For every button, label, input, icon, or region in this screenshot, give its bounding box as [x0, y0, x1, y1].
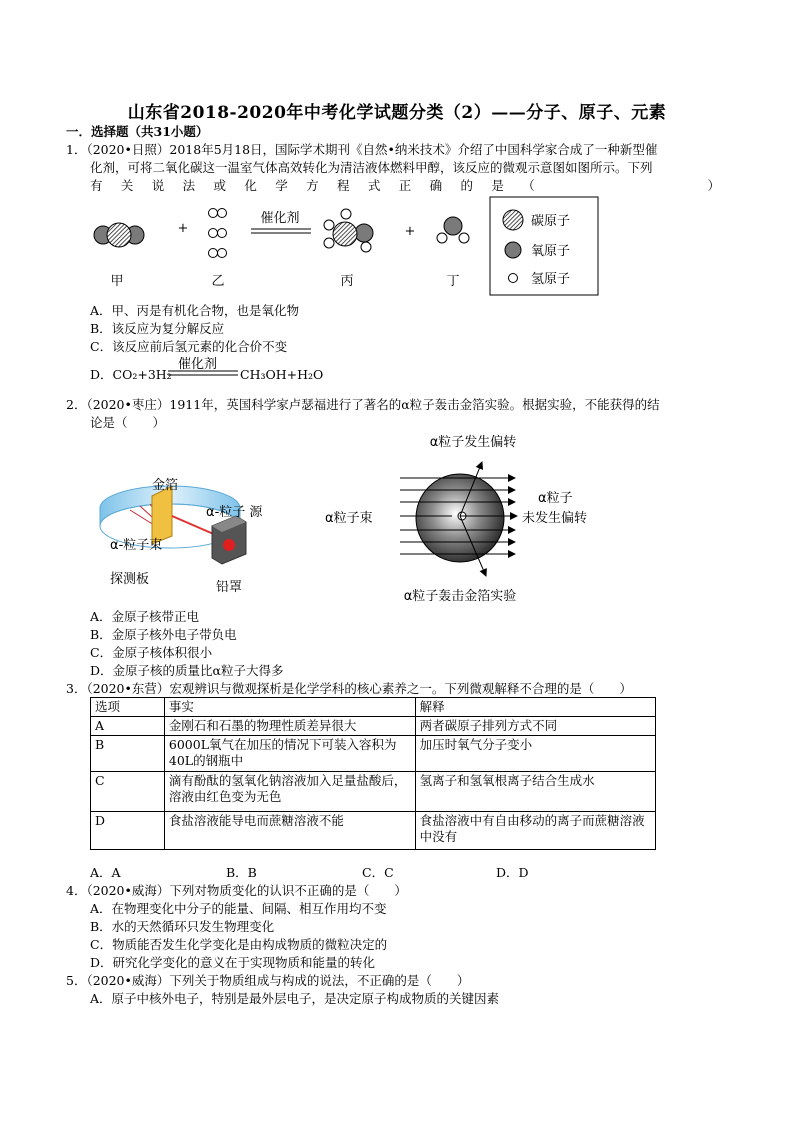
table-header-explanation: 解释 — [415, 698, 655, 717]
molecule-jia — [94, 223, 144, 247]
molecule-ding — [437, 217, 469, 243]
legend-hydrogen: 氢原子 — [531, 272, 571, 287]
q1-option-d-left: D．CO₂+3H₂ — [90, 367, 172, 382]
q1-stem-line3: 有关说法或化学方程式正确的是（ ） — [90, 178, 720, 193]
molecule-yi — [209, 209, 227, 258]
q3-answer-d: D．D — [496, 865, 529, 880]
label-lead-box: 铅罩 — [216, 580, 243, 595]
q1-option-c: C．该反应前后氢元素的化合价不变 — [90, 339, 288, 354]
label-jia: 甲 — [110, 274, 124, 289]
q3-stem: 3．（2020•东营）宏观辨识与微观探析是化学学科的核心素养之一。下列微观解释不合理的是（ ） — [66, 681, 632, 696]
table-header-fact: 事实 — [164, 698, 415, 717]
label-ding: 丁 — [446, 274, 460, 289]
label-yi: 乙 — [211, 274, 225, 289]
q5-option-a: A．原子中核外电子，特别是最外层电子，是决定原子构成物质的关键因素 — [90, 991, 500, 1006]
label-undeflected-1: α粒子 — [538, 491, 573, 506]
carbon-atom-icon — [503, 210, 523, 230]
q1-option-d-right: CH₃OH+H₂O — [240, 367, 324, 382]
q1-stem-line2: 化剂，可将二氧化碳这一温室气体高效转化为清洁液体燃料甲醇，该反应的微观示意图如图所示。下列 — [90, 160, 653, 175]
q2-stem-line1: 2．（2020•枣庄）1911年，英国科学家卢瑟福进行了著名的α粒子轰击金箔实验。根据实验，不能获得的结 — [66, 397, 660, 412]
plus-sign-1: + — [177, 221, 189, 236]
q5-stem: 5．（2020•威海）下列关于物质组成与构成的说法，不正确的是（ ） — [66, 973, 470, 988]
legend-oxygen: 氧原子 — [531, 244, 571, 259]
q2-stem-line2: 论是（ ） — [90, 415, 166, 430]
q2-option-a: A．金原子核带正电 — [90, 609, 200, 624]
label-gold-foil: 金箔 — [151, 478, 179, 493]
oxygen-atom-icon — [505, 242, 521, 258]
label-alpha-beam: α粒子束 — [325, 511, 373, 526]
plus-sign-2: + — [404, 224, 416, 239]
q3-answer-a: A．A — [90, 865, 121, 880]
q1-stem-line1: 1．（2020•日照）2018年5月18日，国际学术期刊《自然•纳米技术》介绍了中国科学家合成了一种新型催 — [66, 142, 658, 157]
table-row: D 食盐溶液能导电而蔗糖溶液不能 食盐溶液中有自由移动的离子而蔗糖溶液中没有 — [91, 812, 656, 850]
label-deflected: α粒子发生偏转 — [429, 435, 517, 450]
section-heading: 一．选择题（共31小题） — [66, 124, 209, 139]
q4-stem: 4．（2020•威海）下列对物质变化的认识不正确的是（ ） — [66, 883, 407, 898]
table-row: A 金刚石和石墨的物理性质差异很大 两者碳原子排列方式不同 — [91, 717, 656, 736]
q3-answer-b: B．B — [226, 865, 257, 880]
label-alpha-beam-left: α-粒子束 — [110, 538, 163, 553]
page-title: 山东省2018-2020年中考化学试题分类（2）——分子、原子、元素 — [127, 103, 667, 123]
q4-option-d: D．研究化学变化的意义在于实现物质和能量的转化 — [90, 955, 376, 970]
label-bing: 丙 — [340, 274, 354, 289]
legend-carbon: 碳原子 — [531, 214, 571, 229]
table-row: B 6000L氧气在加压的情况下可装入容积为40L的钢瓶中 加压时氧气分子变小 — [91, 736, 656, 772]
catalyst-label: 催化剂 — [260, 211, 300, 226]
reaction-diagram — [85, 195, 725, 305]
q4-option-b: B．水的天然循环只发生物理变化 — [90, 919, 275, 934]
q2-option-b: B．金原子核外电子带负电 — [90, 627, 237, 642]
label-undeflected-2: 未发生偏转 — [522, 511, 588, 526]
molecule-bing — [324, 209, 373, 252]
table-header-option: 选项 — [91, 698, 165, 717]
q1-option-b: B．该反应为复分解反应 — [90, 321, 225, 336]
q3-answer-c: C．C — [362, 865, 394, 880]
q1-option-a: A．甲、丙是有机化合物，也是氧化物 — [90, 303, 300, 318]
rutherford-figure — [90, 430, 730, 610]
hydrogen-atom-icon — [509, 274, 518, 283]
q3-table — [90, 697, 656, 850]
figure-caption: α粒子轰击金箔实验 — [403, 589, 517, 604]
q2-option-d: D．金原子核的质量比α粒子大得多 — [90, 663, 284, 678]
q4-option-a: A．在物理变化中分子的能量、间隔、相互作用均不变 — [90, 901, 387, 916]
q4-option-c: C．物质能否发生化学变化是由构成物质的微粒决定的 — [90, 937, 388, 952]
label-alpha-source: α-粒子 源 — [206, 505, 263, 520]
q1-option-d-equals — [168, 370, 238, 378]
label-detector: 探测板 — [110, 572, 150, 587]
table-row: C 滴有酚酞的氢氧化钠溶液加入足量盐酸后，溶液由红色变为无色 氢离子和氢氧根离子结合生成水 — [91, 772, 656, 812]
q1-option-d-catalyst: 催化剂 — [178, 357, 218, 372]
q2-option-c: C．金原子核体积很小 — [90, 645, 213, 660]
